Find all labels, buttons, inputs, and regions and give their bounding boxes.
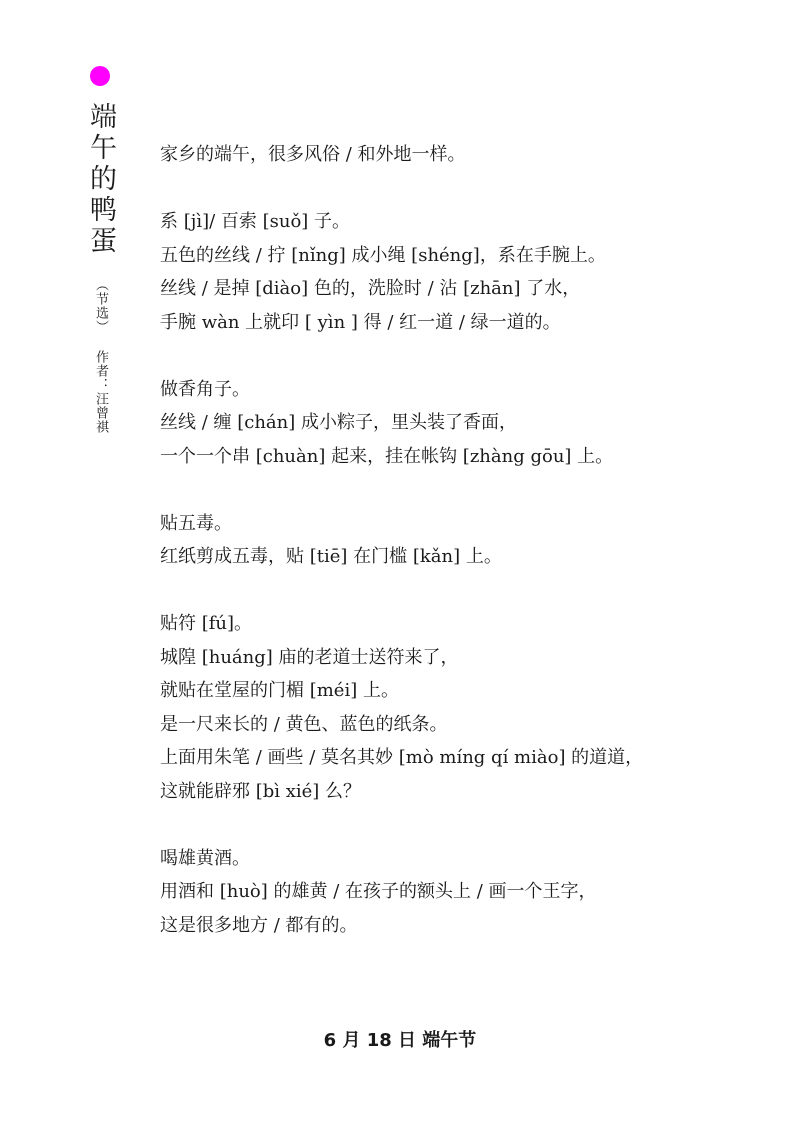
article-title: 端午的鸭蛋	[85, 102, 116, 257]
stanza	[160, 607, 760, 808]
article-author: 作者：汪曾祺	[93, 350, 108, 434]
poem-line: 五色的丝线 / 拧 [nǐng] 成小绳 [shéng]，系在手腕上。	[160, 244, 606, 266]
poem-line: 城隍 [huáng] 庙的老道士送符来了，	[160, 646, 459, 668]
article-subtitle: （节选）	[93, 278, 108, 334]
poem-line: 这就能辟邪 [bì xié] 么？	[160, 780, 362, 802]
stanza	[160, 205, 760, 339]
poem-line: 这是很多地方 / 都有的。	[160, 914, 358, 936]
magenta-dot-icon	[90, 66, 110, 86]
poem-line: 丝线 / 是掉 [diào] 色的，洗脸时 / 沾 [zhān] 了水，	[160, 278, 581, 299]
stanza	[160, 507, 760, 574]
poem-line: 喝雄黄酒。	[160, 847, 250, 869]
poem-line: 做香角子。	[160, 378, 250, 400]
poem-line: 手腕 wàn 上就印 [ yìn ] 得 / 红一道 / 绿一道的。	[160, 311, 561, 333]
poem-line: 丝线 / 缠 [chán] 成小粽子，里头装了香面，	[160, 412, 517, 433]
poem-line: 贴五毒。	[160, 512, 232, 534]
poem-line: 是一尺来长的 / 黄色、蓝色的纸条。	[160, 713, 448, 735]
poem-line: 贴符 [fú]。	[160, 613, 253, 634]
poem-line: 家乡的端午，很多风俗 / 和外地一样。	[160, 144, 466, 165]
stanza	[160, 138, 760, 172]
stanza	[160, 373, 760, 474]
poem-line: 红纸剪成五毒，贴 [tiē] 在门槛 [kǎn] 上。	[160, 546, 502, 567]
poem-line: 上面用朱笔 / 画些 / 莫名其妙 [mò míng qí miào] 的道道，	[160, 747, 644, 768]
poem-line: 系 [jì]/ 百索 [suǒ] 子。	[160, 211, 351, 232]
poem-body	[160, 138, 760, 976]
poem-line: 就贴在堂屋的门楣 [méi] 上。	[160, 680, 399, 701]
stanza	[160, 842, 760, 943]
poem-line: 用酒和 [huò] 的雄黄 / 在孩子的额头上 / 画一个王字，	[160, 881, 597, 902]
poem-line: 一个一个串 [chuàn] 起来，挂在帐钩 [zhàng gōu] 上。	[160, 445, 614, 467]
footer-date: 6 月 18 日 端午节	[323, 1030, 477, 1051]
